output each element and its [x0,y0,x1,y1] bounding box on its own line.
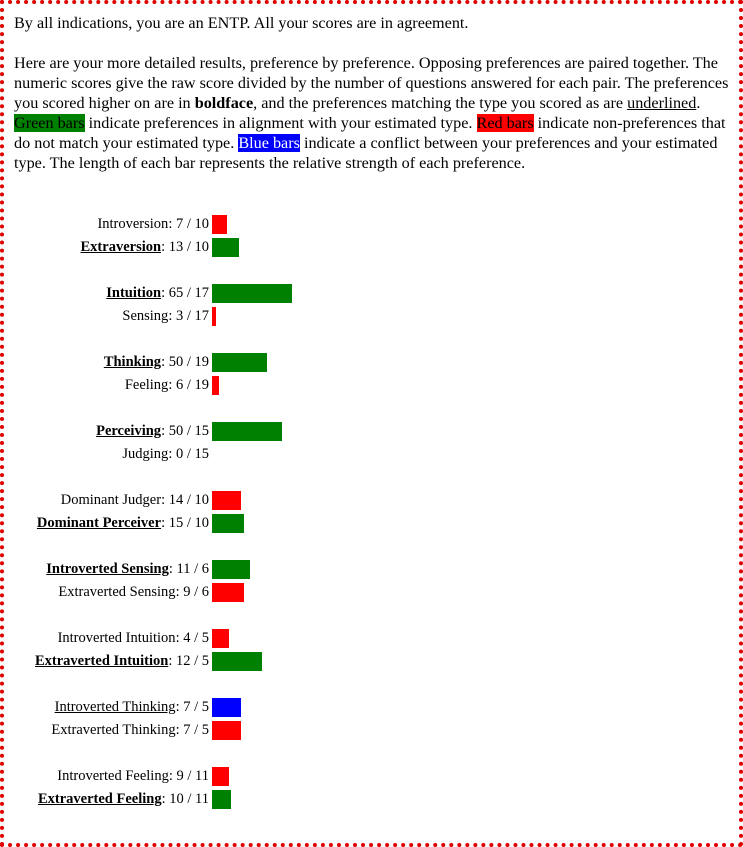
preference-name: Introverted Feeling [57,768,169,784]
preference-score: : 13 / 10 [161,239,209,255]
strength-bar [212,353,267,372]
score-row [0,720,743,740]
score-row [0,421,743,441]
score-label [58,582,209,602]
strength-bar [212,767,229,786]
preference-score: : 12 / 5 [168,653,209,669]
score-label [37,513,209,533]
score-label [122,444,209,464]
explanation-text-e: indicate non-preferences that do not match your estimated type. [14,114,726,152]
score-row [0,582,743,602]
preference-score: : 14 / 10 [161,492,209,508]
score-label [51,720,209,740]
preference-score: : 7 / 10 [168,216,209,232]
preference-name: Judging [122,446,169,462]
strength-bar [212,307,216,326]
score-row [0,306,743,326]
score-row [0,283,743,303]
score-label [96,421,209,441]
preference-name: Extraverted Thinking [51,722,176,738]
score-label [81,237,209,257]
preference-name: Extraverted Feeling [37,791,162,807]
score-row [0,628,743,648]
preference-name: Introverted Thinking [54,699,176,715]
preference-name: Thinking [103,354,162,370]
score-row [0,352,743,372]
strength-bar [212,560,250,579]
preference-name: Dominant Judger [60,492,162,508]
score-label [104,352,209,372]
preference-score: : 65 / 17 [161,285,209,301]
score-label [55,697,209,717]
preference-score: : 9 / 6 [175,584,209,600]
explanation-text-b: , and the preferences matching the type you scored as are [253,94,628,112]
strength-bar [212,629,229,648]
strength-bar [212,238,239,257]
score-row [0,789,743,809]
explanation-text-a: Here are your more detailed results, preference by preference. Opposing preferences are paired together. The numeric scores give the raw score divided by the number of questions answered for each pair. The preferences you scored higher on are in [14,54,729,112]
score-label [58,628,209,648]
score-label [125,375,209,395]
score-label [61,490,209,510]
score-label [38,789,209,809]
preference-name: Sensing [122,308,169,324]
strength-bar [212,652,262,671]
preference-score: : 9 / 11 [168,768,209,784]
underlined-example: underlined [627,94,697,112]
preference-score: : 3 / 17 [168,308,209,324]
score-row [0,375,743,395]
score-row [0,237,743,257]
score-label [46,559,209,579]
explanation-text-d: indicate preferences in alignment with your estimated type. [84,114,477,132]
strength-bar [212,698,241,717]
score-row [0,559,743,579]
preference-name: Perceiving [96,423,162,439]
red-bars-legend: Red bars [476,114,534,132]
preference-score: : 4 / 5 [175,630,209,646]
score-label [57,766,209,786]
preference-name: Introverted Sensing [46,561,169,577]
preference-name: Introverted Intuition [57,630,176,646]
score-label [97,214,209,234]
score-row [0,651,743,671]
type-summary: By all indications, you are an ENTP. All your scores are in agreement. [14,14,469,32]
preference-name: Extraversion [80,239,162,255]
green-bars-legend: Green bars [14,114,85,132]
preference-score: : 0 / 15 [168,446,209,462]
preference-score: : 6 / 19 [168,377,209,393]
explanation-text-f: indicate a conflict between your preferences and your estimated type. The length of each bar represents the relative strength of each preference. [14,134,718,172]
preference-name: Intuition [106,285,162,301]
strength-bar [212,491,241,510]
strength-bar [212,422,282,441]
score-label [35,651,209,671]
preference-score: : 50 / 15 [161,423,209,439]
explanation-text-c: . [696,94,701,112]
score-label [122,306,209,326]
strength-bar [212,583,244,602]
strength-bar [212,721,241,740]
score-row [0,490,743,510]
preference-name: Extraverted Intuition [35,653,169,669]
score-row [0,444,743,464]
preference-name: Dominant Perceiver [36,515,162,531]
strength-bar [212,790,231,809]
preference-score: : 11 / 6 [168,561,209,577]
strength-bar [212,215,227,234]
preference-score: : 7 / 5 [175,722,209,738]
preference-score: : 7 / 5 [175,699,209,715]
score-row [0,697,743,717]
strength-bar [212,284,292,303]
preference-name: Extraverted Sensing [58,584,176,600]
preference-score: : 10 / 11 [161,791,209,807]
boldface-example: boldface [194,94,254,112]
preference-score: : 15 / 10 [161,515,209,531]
blue-bars-legend: Blue bars [238,134,300,152]
preference-name: Introversion [97,216,169,232]
score-row [0,513,743,533]
strength-bar [212,514,244,533]
strength-bar [212,376,219,395]
score-row [0,766,743,786]
score-row [0,214,743,234]
preference-name: Feeling [124,377,169,393]
score-label [106,283,209,303]
preference-score: : 50 / 19 [161,354,209,370]
